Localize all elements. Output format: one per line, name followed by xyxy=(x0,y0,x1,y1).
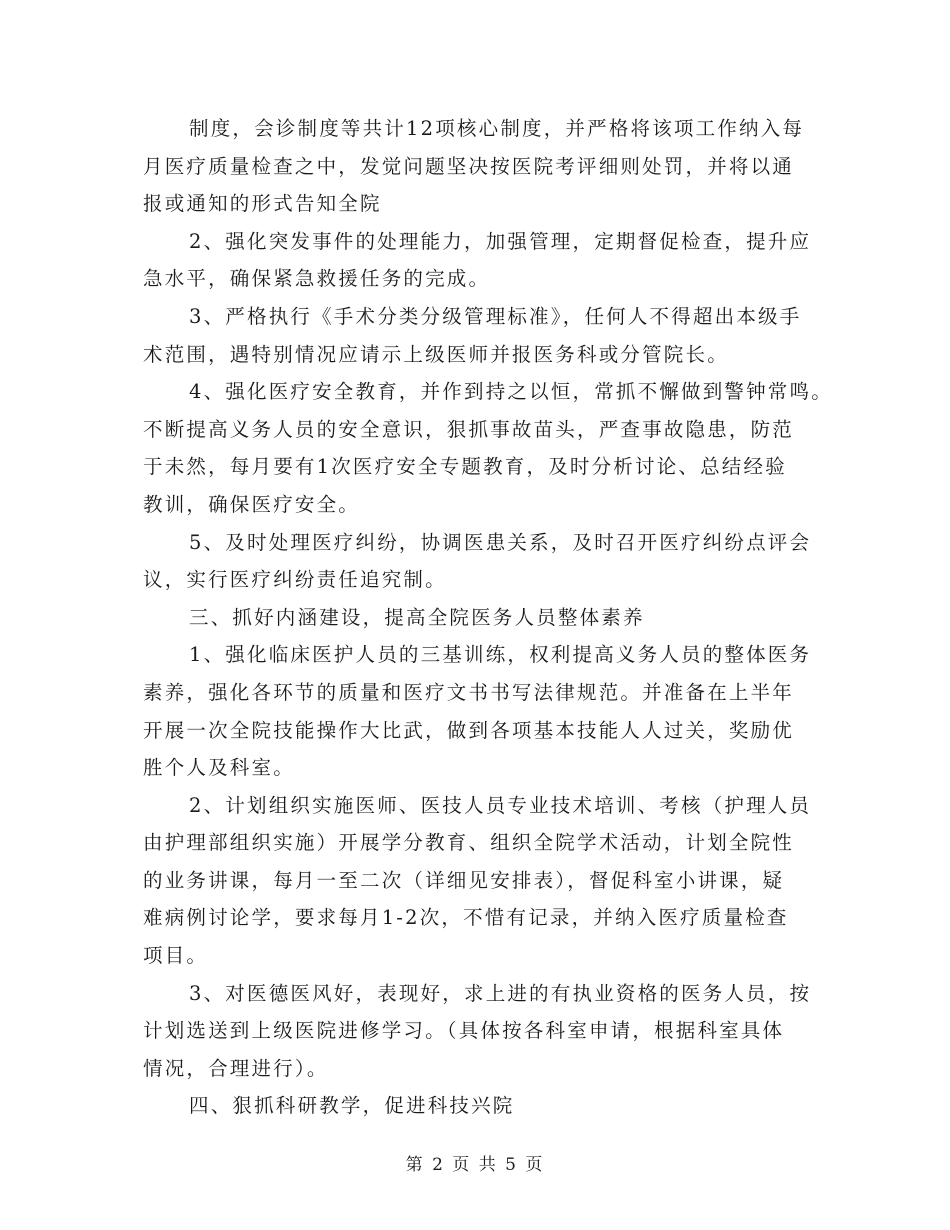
text-line: 由护理部组织实施）开展学分教育、组织全院学术活动，计划全院性 xyxy=(143,831,795,855)
text-line: 不断提高义务人员的安全意识，狠抓事故苗头，严查事故隐患，防范 xyxy=(143,417,795,441)
text-line: 素养，强化各环节的质量和医疗文书书写法律规范。并准备在上半年 xyxy=(143,680,795,704)
text-line: 三、抓好内涵建设，提高全院医务人员整体素养 xyxy=(189,605,645,629)
text-line: 术范围，遇特别情况应请示上级医师并报医务科或分管院长。 xyxy=(143,342,729,366)
text-line: 2、强化突发事件的处理能力，加强管理，定期督促检查，提升应 xyxy=(189,229,812,253)
text-line: 议，实行医疗纠纷责任追究制。 xyxy=(143,568,447,592)
text-line: 教训，确保医疗安全。 xyxy=(143,492,361,516)
text-line: 难病例讨论学，要求每月1-2次，不惜有记录，并纳入医疗质量检查 xyxy=(143,906,789,930)
text-line: 胜个人及科室。 xyxy=(143,756,295,780)
text-line: 报或通知的形式告知全院 xyxy=(143,192,382,216)
text-line: 急水平，确保紧急救援任务的完成。 xyxy=(143,267,491,291)
text-line: 3、对医德医风好，表现好，求上进的有执业资格的医务人员，按 xyxy=(189,981,812,1005)
document-body xyxy=(143,110,833,1125)
text-line: 于未然，每月要有1次医疗安全专题教育，及时分析讨论、总结经验 xyxy=(143,455,787,479)
text-line: 制度，会诊制度等共计12项核心制度，并严格将该项工作纳入每 xyxy=(189,117,805,140)
text-line: 3、严格执行《手术分类分级管理标准》，任何人不得超出本级手 xyxy=(189,304,802,328)
text-line: 情况，合理进行）。 xyxy=(143,1056,329,1080)
text-line: 的业务讲课，每月一至二次（详细见安排表），督促科室小讲课，疑 xyxy=(143,868,785,892)
text-line: 项目。 xyxy=(143,944,209,968)
text-line: 月医疗质量检查之中，发觉问题坚决按医院考评细则处罚，并将以通 xyxy=(143,154,795,178)
text-line: 2、计划组织实施医师、医技人员专业技术培训、考核（护理人员 xyxy=(189,793,812,817)
page-number-footer: 第 2 页 共 5 页 xyxy=(405,1155,545,1175)
text-line: 5、及时处理医疗纠纷，协调医患关系，及时召开医疗纠纷点评会 xyxy=(189,530,812,554)
text-line: 1、强化临床医护人员的三基训练，权利提高义务人员的整体医务 xyxy=(189,643,812,667)
text-line: 计划选送到上级医院进修学习。（具体按各科室申请，根据科室具体 xyxy=(143,1019,785,1043)
text-line: 四、狠抓科研教学，促进科技兴院 xyxy=(189,1094,515,1118)
text-line: 开展一次全院技能操作大比武，做到各项基本技能人人过关，奖励优 xyxy=(143,718,795,742)
text-line: 4、强化医疗安全教育，并作到持之以恒，常抓不懈做到警钟常鸣。 xyxy=(189,380,833,404)
